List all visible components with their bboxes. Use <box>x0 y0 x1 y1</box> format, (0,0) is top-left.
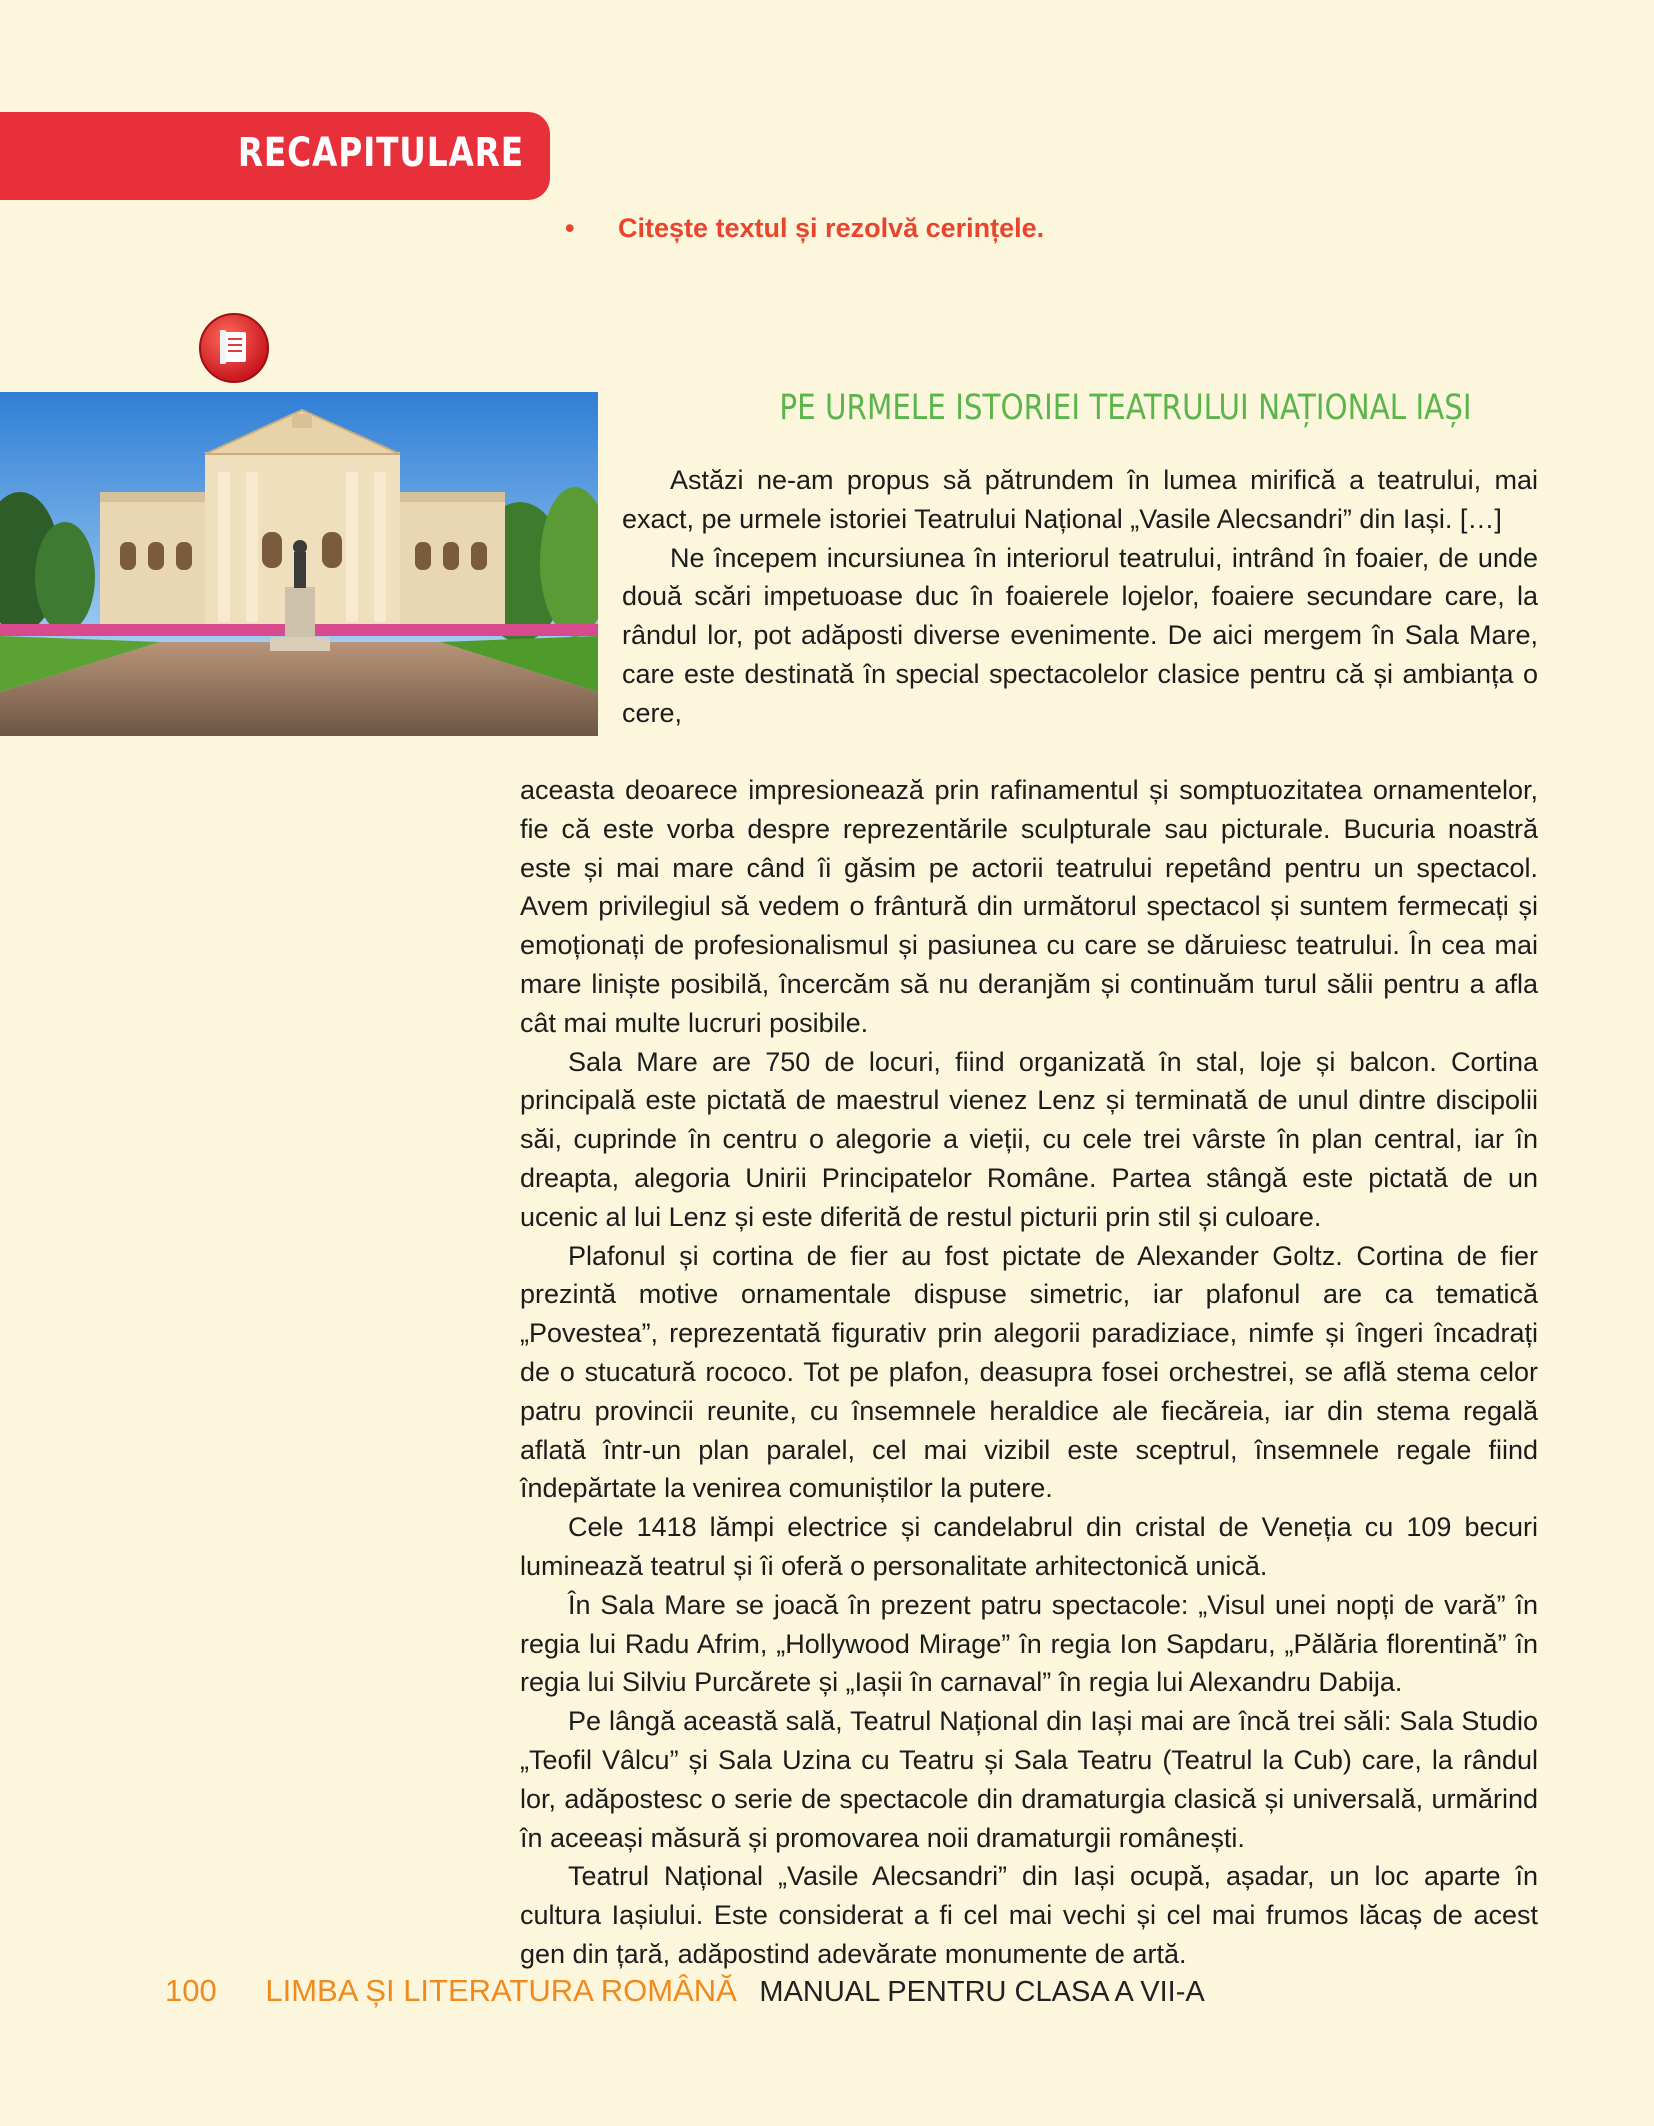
book-manual: MANUAL PENTRU CLASA A VII-A <box>759 1976 1205 2008</box>
paragraph: Teatrul Național „Vasile Alecsandri” din Iași ocupă, așadar, un loc aparte în cultura Iașiului. Este considerat a fi cel mai vechi și cel mai frumos lăcaș de acest gen din țară, adăpostind adevărate monumente de artă. <box>520 1861 1538 1969</box>
theatre-photo <box>0 392 598 736</box>
paragraph: Cele 1418 lămpi electrice și candelabrul din cristal de Veneția cu 109 becuri luminează teatrul și îi oferă o personalitate arhitectonică unică. <box>520 1512 1538 1581</box>
paragraph: Sala Mare are 750 de locuri, fiind organizată în stal, loje și balcon. Cortina principală este pictată de maestrul vienez Lenz și terminată de unul dintre discipolii săi, cuprinde în centru o alegorie a vieții, cu cele trei vârste în plan central, iar în dreapta, alegoria Unirii Principatelor Române. Partea stângă este pictată de un ucenic al lui Lenz și este diferită de restul picturii prin stil și culoare. <box>520 1046 1538 1232</box>
paragraph: aceasta deoarece impresionează prin rafinamentul și somptuozitatea ornamentelor, fie că este vorba despre reprezentările sculpturale sau picturale. Bucuria noastră este și mai mare când îi găsim pe actorii teatrului repetând pentru un spectacol. Avem privilegiul să vedem o frântură din următorul spectacol și suntem fermecați și emoționați de profesionalismul și pasiunea cu care se dăruiesc teatrului. În cea mai mare liniște posibilă, încercăm să nu deranjăm și continuăm turul sălii pentru a afla cât mai multe lucruri posibile. <box>520 775 1538 1038</box>
section-title: RECAPITULARE <box>237 130 524 176</box>
article-text-lower <box>520 771 1538 1974</box>
instruction-text: Citește textul și rezolvă cerințele. <box>618 213 1045 243</box>
article-text-upper <box>622 461 1538 733</box>
paragraph: Plafonul și cortina de fier au fost pictate de Alexander Goltz. Cortina de fier prezintă motive ornamentale dispuse simetric, iar plafonul are ca tematică „Povestea”, reprezentată figurativ prin alegorii paradiziace, nimfe și îngeri încadrați de o stucatură rococo. Tot pe plafon, deasupra fosei orchestrei, se află stema celor patru provincii reunite, cu însemnele heraldice ale fiecăreia, iar din stema regală aflată într-un plan paralel, cel mai vizibil este sceptrul, însemnele regale fiind îndepărtate la venirea comuniștilor la putere. <box>520 1240 1538 1504</box>
paragraph: Astăzi ne-am propus să pătrundem în lumea mirifică a teatrului, mai exact, pe urmele istoriei Teatrului Național „Vasile Alecsandri” din Iași. […] <box>622 465 1538 534</box>
paragraph: Ne începem incursiunea în interiorul teatrului, intrând în foaier, de unde două scări impetuoase duc în foaierele lojelor, foaiere secundare care, la rândul lor, pot adăposti diverse evenimente. De aici mergem în Sala Mare, care este destinată în special spectacolelor clasice pentru că și ambianța o cere, <box>622 542 1538 728</box>
paragraph: Pe lângă această sală, Teatrul Național din Iași mai are încă trei săli: Sala Studio „Teofil Vâlcu” și Sala Uzina cu Teatru și Sala Teatru (Teatrul la Cub) care, la rândul lor, adăpostesc o serie de spectacole din dramaturgia clasică și universală, urmărind în aceeași măsură și promovarea noii dramaturgii românești. <box>520 1706 1538 1853</box>
page-footer <box>165 1973 1205 2009</box>
page-number: 100 <box>165 1973 217 2008</box>
book-icon <box>198 312 270 384</box>
article-title: PE URMELE ISTORIEI TEATRULUI NAȚIONAL IAȘI <box>779 388 1472 428</box>
book-subject: LIMBA ȘI LITERATURA ROMÂNĂ <box>265 1973 737 2008</box>
bullet-dot: • <box>565 213 575 243</box>
section-banner <box>0 112 550 200</box>
paragraph: În Sala Mare se joacă în prezent patru spectacole: „Visul unei nopți de vară” în regia lui Radu Afrim, „Hollywood Mirage” în regia Ion Sapdaru, „Pălăria florentină” în regia lui Silviu Purcărete și „Iașii în carnaval” în regia lui Alexandru Dabija. <box>520 1589 1538 1698</box>
